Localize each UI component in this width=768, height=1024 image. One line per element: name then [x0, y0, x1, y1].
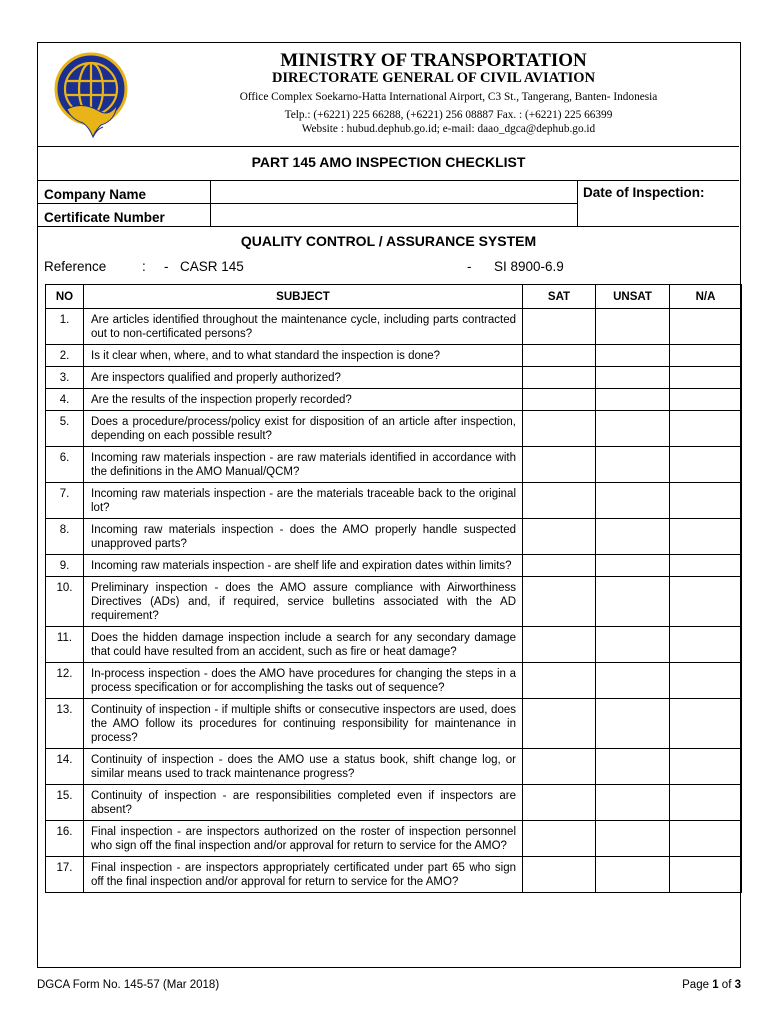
section-title-band [38, 226, 739, 255]
certificate-number-label: Certificate Number [44, 210, 165, 225]
reference-dash-2: - [467, 259, 472, 274]
checklist-table [45, 284, 742, 893]
row-number: 11. [46, 627, 84, 663]
na-cell[interactable] [670, 555, 742, 577]
sat-cell[interactable] [523, 627, 596, 663]
sat-cell[interactable] [523, 785, 596, 821]
row-number: 3. [46, 367, 84, 389]
na-cell[interactable] [670, 749, 742, 785]
header-sat: SAT [523, 285, 596, 309]
unsat-cell[interactable] [596, 309, 670, 345]
unsat-cell[interactable] [596, 519, 670, 555]
unsat-cell[interactable] [596, 389, 670, 411]
form-title-band [38, 146, 739, 181]
table-row [46, 345, 742, 367]
row-number: 5. [46, 411, 84, 447]
sat-cell[interactable] [523, 389, 596, 411]
na-cell[interactable] [670, 663, 742, 699]
row-subject: Are inspectors qualified and properly authorized? [84, 367, 523, 389]
na-cell[interactable] [670, 447, 742, 483]
unsat-cell[interactable] [596, 367, 670, 389]
table-row [46, 627, 742, 663]
phone-fax: Telp.: (+6221) 225 66288, (+6221) 256 08887 Fax. : (+6221) 225 66399 [284, 109, 613, 121]
na-cell[interactable] [670, 577, 742, 627]
sat-cell[interactable] [523, 699, 596, 749]
unsat-cell[interactable] [596, 821, 670, 857]
page-of: of [721, 979, 732, 991]
reference-colon: : [142, 259, 146, 274]
sat-cell[interactable] [523, 519, 596, 555]
sat-cell[interactable] [523, 663, 596, 699]
row-subject: Continuity of inspection - are responsibilities completed even if inspectors are absent? [84, 785, 523, 821]
row-subject: Incoming raw materials inspection - are shelf life and expiration dates within limits? [84, 555, 523, 577]
unsat-cell[interactable] [596, 627, 670, 663]
reference-label: Reference [44, 259, 107, 274]
row-subject: Are articles identified throughout the maintenance cycle, including parts contracted out to non-certificated persons? [84, 309, 523, 345]
sat-cell[interactable] [523, 749, 596, 785]
company-name-label: Company Name [44, 187, 147, 202]
sat-cell[interactable] [523, 345, 596, 367]
table-row [46, 577, 742, 627]
sat-cell[interactable] [523, 577, 596, 627]
na-cell[interactable] [670, 857, 742, 893]
page-number [641, 979, 741, 991]
unsat-cell[interactable] [596, 555, 670, 577]
page-current: 1 [712, 979, 719, 991]
unsat-cell[interactable] [596, 699, 670, 749]
na-cell[interactable] [670, 367, 742, 389]
date-of-inspection-label: Date of Inspection: [583, 185, 705, 200]
na-cell[interactable] [670, 411, 742, 447]
sat-cell[interactable] [523, 821, 596, 857]
unsat-cell[interactable] [596, 411, 670, 447]
ministry-name: MINISTRY OF TRANSPORTATION [280, 50, 587, 71]
unsat-cell[interactable] [596, 483, 670, 519]
row-subject: Does a procedure/process/policy exist for disposition of an article after inspection, depending on each possible result? [84, 411, 523, 447]
page-prefix: Page [682, 979, 709, 991]
table-row [46, 749, 742, 785]
unsat-cell[interactable] [596, 749, 670, 785]
row-number: 2. [46, 345, 84, 367]
table-row [46, 447, 742, 483]
row-number: 1. [46, 309, 84, 345]
na-cell[interactable] [670, 519, 742, 555]
row-subject: Preliminary inspection - does the AMO assure compliance with Airworthiness Directives (ADs) and, if required, service bulletins associated with the AD requirement? [84, 577, 523, 627]
section-title: QUALITY CONTROL / ASSURANCE SYSTEM [240, 233, 537, 249]
reference-si: SI 8900-6.9 [494, 259, 564, 274]
row-number: 9. [46, 555, 84, 577]
website-email: Website : hubud.dephub.go.id; e-mail: daao_dgca@dephub.go.id [301, 123, 596, 135]
table-row [46, 411, 742, 447]
sat-cell[interactable] [523, 555, 596, 577]
company-info-block [38, 180, 739, 227]
unsat-cell[interactable] [596, 785, 670, 821]
office-address: Office Complex Soekarno-Hatta International Airport, C3 St., Tangerang, Banten- Indonesia [239, 91, 658, 103]
sat-cell[interactable] [523, 309, 596, 345]
table-row [46, 367, 742, 389]
table-row [46, 555, 742, 577]
table-row [46, 309, 742, 345]
row-subject: Final inspection - are inspectors authorized on the roster of inspection personnel who sign off the final inspection and/or approval for return to service for the AMO? [84, 821, 523, 857]
unsat-cell[interactable] [596, 447, 670, 483]
directorate-name: DIRECTORATE GENERAL OF CIVIL AVIATION [271, 70, 596, 86]
sat-cell[interactable] [523, 447, 596, 483]
na-cell[interactable] [670, 309, 742, 345]
row-number: 14. [46, 749, 84, 785]
sat-cell[interactable] [523, 411, 596, 447]
table-row [46, 663, 742, 699]
na-cell[interactable] [670, 389, 742, 411]
row-subject: Final inspection - are inspectors appropriately certificated under part 65 who sign off the final inspection and/or approval for return to service for the AMO? [84, 857, 523, 893]
header-na: N/A [670, 285, 742, 309]
header-unsat: UNSAT [596, 285, 670, 309]
row-subject: Incoming raw materials inspection - are the materials traceable back to the original lot? [84, 483, 523, 519]
row-number: 12. [46, 663, 84, 699]
page-total: 3 [734, 979, 741, 991]
letterhead [38, 43, 739, 147]
row-number: 8. [46, 519, 84, 555]
table-row [46, 389, 742, 411]
row-subject: In-process inspection - does the AMO have procedures for changing the steps in a process specification or for accomplishing the tasks out of sequence? [84, 663, 523, 699]
table-row [46, 699, 742, 749]
row-subject: Incoming raw materials inspection - does the AMO properly handle suspected unapproved parts? [84, 519, 523, 555]
header-subject: SUBJECT [84, 285, 523, 309]
inspection-form-sheet [37, 42, 741, 968]
row-subject: Continuity of inspection - does the AMO use a status book, shift change log, or similar means used to track maintenance progress? [84, 749, 523, 785]
unsat-cell[interactable] [596, 345, 670, 367]
row-number: 16. [46, 821, 84, 857]
reference-line [38, 255, 739, 280]
row-subject: Incoming raw materials inspection - are raw materials identified in accordance with the definitions in the AMO Manual/QCM? [84, 447, 523, 483]
company-value-cells [210, 180, 578, 226]
value-divider [211, 203, 577, 204]
table-header-row [46, 285, 742, 309]
sat-cell[interactable] [523, 367, 596, 389]
row-number: 17. [46, 857, 84, 893]
na-cell[interactable] [670, 345, 742, 367]
na-cell[interactable] [670, 785, 742, 821]
row-number: 10. [46, 577, 84, 627]
row-number: 7. [46, 483, 84, 519]
form-number: DGCA Form No. 145-57 (Mar 2018) [37, 979, 220, 991]
row-number: 6. [46, 447, 84, 483]
na-cell[interactable] [670, 483, 742, 519]
table-row [46, 519, 742, 555]
row-subject: Is it clear when, where, and to what standard the inspection is done? [84, 345, 523, 367]
na-cell[interactable] [670, 821, 742, 857]
unsat-cell[interactable] [596, 857, 670, 893]
sat-cell[interactable] [523, 857, 596, 893]
form-title: PART 145 AMO INSPECTION CHECKLIST [251, 154, 526, 170]
row-subject: Continuity of inspection - if multiple shifts or consecutive inspectors are used, does the AMO follow its procedures for continuing responsibility for maintenance in process? [84, 699, 523, 749]
table-row [46, 483, 742, 519]
label-divider [38, 203, 210, 204]
row-number: 13. [46, 699, 84, 749]
reference-casr: CASR 145 [180, 259, 244, 274]
row-number: 4. [46, 389, 84, 411]
na-cell[interactable] [670, 627, 742, 663]
row-subject: Are the results of the inspection properly recorded? [84, 389, 523, 411]
table-row [46, 857, 742, 893]
sat-cell[interactable] [523, 483, 596, 519]
unsat-cell[interactable] [596, 577, 670, 627]
reference-dash-1: - [164, 259, 169, 274]
row-number: 15. [46, 785, 84, 821]
unsat-cell[interactable] [596, 663, 670, 699]
na-cell[interactable] [670, 699, 742, 749]
row-subject: Does the hidden damage inspection include a search for any secondary damage that could have resulted from an accident, such as fire or heat damage? [84, 627, 523, 663]
table-row [46, 785, 742, 821]
header-no: NO [46, 285, 84, 309]
table-row [46, 821, 742, 857]
